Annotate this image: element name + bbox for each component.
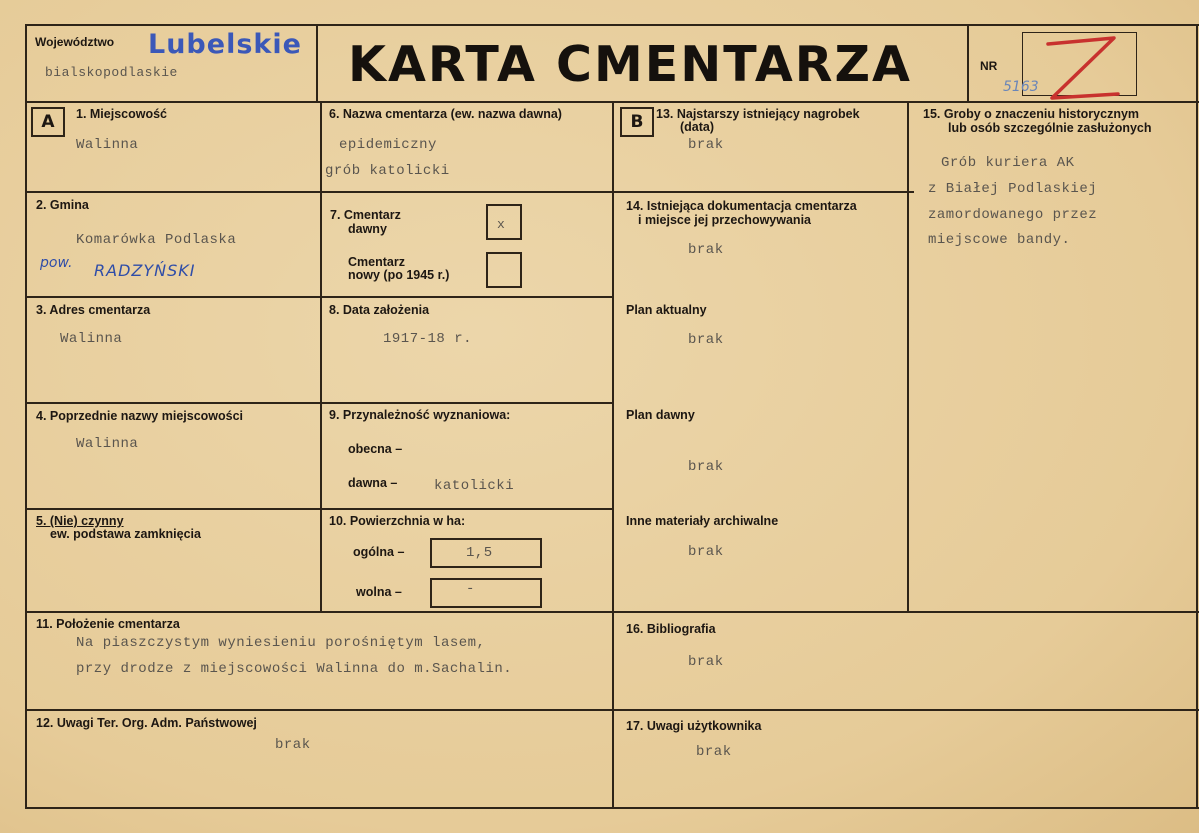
field-6-value-1: epidemiczny xyxy=(339,137,437,153)
field-1-value: Walinna xyxy=(76,137,139,153)
field-8-label: 8. Data założenia xyxy=(329,303,430,317)
field-15-label: 15. Groby o znaczeniu historycznym xyxy=(923,107,1140,121)
row-line-3 xyxy=(25,402,614,404)
row-line-2 xyxy=(25,296,614,298)
field-14-value: brak xyxy=(688,242,724,258)
field-17-label: 17. Uwagi użytkownika xyxy=(626,719,762,733)
field-7-nowy-label: Cmentarz xyxy=(348,255,405,269)
frame-bottom xyxy=(25,807,1199,809)
plan-aktualny-label: Plan aktualny xyxy=(626,303,707,317)
field-9-dawna-label: dawna – xyxy=(348,476,398,490)
field-12-label: 12. Uwagi Ter. Org. Adm. Państwowej xyxy=(36,716,257,730)
frame-left xyxy=(25,24,27,809)
wojewodztwo-value: Lubelskie xyxy=(148,29,302,60)
field-7-nowy-sublabel: nowy (po 1945 r.) xyxy=(348,268,450,282)
section-b-marker: B xyxy=(620,107,654,137)
field-4-value: Walinna xyxy=(76,436,139,452)
inne-materialy-label: Inne materiały archiwalne xyxy=(626,514,779,528)
field-17-value: brak xyxy=(696,744,732,760)
wojewodztwo-label: Województwo xyxy=(35,35,115,49)
plan-dawny-label: Plan dawny xyxy=(626,408,695,422)
field-6-label: 6. Nazwa cmentarza (ew. nazwa dawna) xyxy=(329,107,562,121)
field-3-value: Walinna xyxy=(60,331,123,347)
field-9-obecna-label: obecna – xyxy=(348,442,403,456)
field-10-wolna-label: wolna – xyxy=(356,585,402,599)
field-5-label: 5. (Nie) czynny xyxy=(36,514,124,528)
col-divider-1 xyxy=(320,101,322,611)
field-3-label: 3. Adres cmentarza xyxy=(36,303,151,317)
field-15-sublabel: lub osób szczególnie zasłużonych xyxy=(948,121,1152,135)
field-15-line-4: miejscowe bandy. xyxy=(928,232,1071,248)
field-15-line-2: z Białej Podlaskiej xyxy=(928,181,1098,197)
field-10-ogolna-label: ogólna – xyxy=(353,545,405,559)
field-10-ogolna-value: 1,5 xyxy=(466,545,493,561)
frame-right xyxy=(1196,24,1198,809)
field-13-value: brak xyxy=(688,137,724,153)
field-13-label: 13. Najstarszy istniejący nagrobek xyxy=(656,107,860,121)
col-divider-3 xyxy=(907,101,909,611)
field-11-value-2: przy drodze z miejscowości Walinna do m.Sachalin. xyxy=(76,661,513,677)
field-12-value: brak xyxy=(275,737,311,753)
field-4-label: 4. Poprzednie nazwy miejscowości xyxy=(36,409,244,423)
frame-top xyxy=(25,24,1199,26)
field-14-label: 14. Istniejąca dokumentacja cmentarza xyxy=(626,199,857,213)
nr-number: 5163 xyxy=(1003,79,1039,95)
field-7-nowy-checkbox xyxy=(486,252,522,288)
field-7-dawny-sublabel: dawny xyxy=(348,222,387,236)
field-16-value: brak xyxy=(688,654,724,670)
header-v2 xyxy=(967,24,969,102)
field-1-label: 1. Miejscowość xyxy=(76,107,168,121)
section-a-marker: A xyxy=(31,107,65,137)
field-13-sublabel: (data) xyxy=(680,120,715,134)
field-14-sublabel: i miejsce jej przechowywania xyxy=(638,213,811,227)
row-line-5 xyxy=(25,611,1199,613)
field-2-label: 2. Gmina xyxy=(36,198,89,212)
field-10-wolna-value: - xyxy=(466,581,475,597)
field-2-pow-value: RADZYŃSKI xyxy=(94,261,196,280)
header-v1 xyxy=(316,24,318,102)
inne-materialy-value: brak xyxy=(688,544,724,560)
plan-dawny-value: brak xyxy=(688,459,724,475)
field-7-dawny-mark: x xyxy=(497,217,506,232)
field-11-value-1: Na piaszczystym wyniesieniu porośniętym lasem, xyxy=(76,635,486,651)
field-9-label: 9. Przynależność wyznaniowa: xyxy=(329,408,511,422)
field-9-dawna-value: katolicki xyxy=(434,478,515,494)
row-line-4 xyxy=(25,508,614,510)
nr-letter-mark xyxy=(1040,34,1120,104)
field-2-value: Komarówka Podlaska xyxy=(76,232,237,248)
field-10-wolna-box xyxy=(430,578,542,608)
plan-aktualny-value: brak xyxy=(688,332,724,348)
field-16-label: 16. Bibliografia xyxy=(626,622,716,636)
wojewodztwo-typed: bialskopodlaskie xyxy=(45,65,178,80)
field-2-pow-prefix: pow. xyxy=(40,255,73,271)
field-5-sublabel: ew. podstawa zamknięcia xyxy=(50,527,201,541)
field-15-line-3: zamordowanego przez xyxy=(928,207,1098,223)
nr-label: NR xyxy=(980,59,998,73)
field-15-line-1: Grób kuriera AK xyxy=(941,155,1075,171)
field-11-label: 11. Położenie cmentarza xyxy=(36,617,180,631)
field-6-value-2: grób katolicki xyxy=(325,163,450,179)
field-7-dawny-label: 7. Cmentarz xyxy=(330,208,401,222)
row-line-6 xyxy=(25,709,1199,711)
row-line-1 xyxy=(25,191,914,193)
field-8-value: 1917-18 r. xyxy=(383,331,473,347)
field-10-label: 10. Powierzchnia w ha: xyxy=(329,514,466,528)
col-divider-2 xyxy=(612,101,614,807)
form-title: KARTA CMENTARZA xyxy=(348,36,912,93)
